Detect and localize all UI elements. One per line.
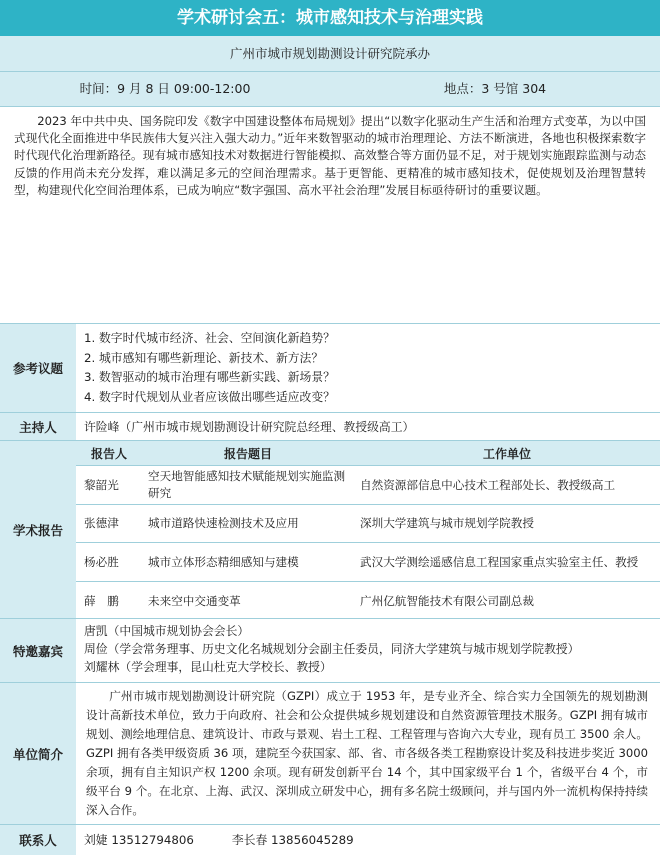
reports-row (0, 441, 660, 619)
unit-row (0, 683, 660, 825)
host-row (0, 413, 660, 441)
topic-item: 3. 数智驱动的城市治理有哪些新实践、新场景？ (84, 370, 335, 384)
time-venue-bar (0, 72, 660, 107)
table-header-row (76, 441, 660, 466)
topic-item: 4. 数字时代规划从业者应该做出哪些适应改变？ (84, 389, 335, 404)
speaker-name: 薛 鹏 (76, 582, 142, 621)
report-topic: 城市道路快速检测技术及应用 (142, 505, 354, 543)
topics-label: 参考议题 (0, 324, 76, 412)
guest-item: 周俭（学会常务理事、历史文化名城规划分会副主任委员，同济大学建筑与城市规划学院教授） (84, 642, 580, 656)
speaker-name: 张德津 (76, 505, 142, 543)
header-speaker: 报告人 (76, 441, 142, 466)
guests-list (76, 619, 660, 682)
host-label: 主持人 (0, 413, 76, 440)
header-topic: 报告题目 (142, 441, 354, 466)
speaker-unit: 武汉大学测绘遥感信息工程国家重点实验室主任、教授 (354, 543, 660, 582)
page-title: 学术研讨会五：城市感知技术与治理实践 (0, 0, 660, 36)
table-row (76, 466, 660, 505)
reports-table-wrap (76, 441, 660, 618)
intro-paragraph: 2023 年中共中央、国务院印发《数字中国建设整体布局规划》提出“以数字化驱动生产生活和治理方式变革，为以中国式现代化全面推进中华民族伟大复兴注入强大动力。”近年来数智驱动的城市治理理论、方法不断演进，各地也积极探索数字时代现代化治理新路径。现有城市感知技术对数据进行智能模拟、高效整合等方面仍显不足，对于规划实施跟踪监测与动态反馈的作用尚未充分发挥，难以满足多元的空间治理需求。基于更智能、更精准的城市感知技术，促使规划及治理智慧转型，构建现代化空间治理体系，已成为响应“数字强国、高水平社会治理”发展目标亟待研讨的重要议题。 (0, 107, 660, 324)
speaker-name: 杨必胜 (76, 543, 142, 582)
venue-text: 地点：3 号馆 304 (443, 81, 547, 96)
time-text: 时间：9 月 8 日 09:00-12:00 (79, 81, 251, 96)
topics-row (0, 324, 660, 413)
unit-label: 单位简介 (0, 683, 76, 824)
topic-item: 1. 数字时代城市经济、社会、空间演化新趋势？ (84, 331, 335, 345)
report-topic: 空天地智能感知技术赋能规划实施监测研究 (142, 466, 354, 505)
speaker-unit: 广州亿航智能技术有限公司副总裁 (354, 582, 660, 621)
unit-text: 广州市城市规划勘测设计研究院（GZPI）成立于 1953 年，是专业齐全、综合实力全国领先的规划勘测设计高新技术单位，致力于向政府、社会和公众提供城乡规划建设和自然资源管理技术服务。GZPI 拥有城市规划、测绘地理信息、建筑设计、市政与景观、岩土工程、工程管理与咨询六大专业，现有员工 3500 余人。GZPI 拥有各类甲级资质 36 项，建院至今获国家、部、省、市各级各类工程勘察设计奖及科技进步奖近 3000 余项，拥有自主知识产权 1200 余项。现有研发创新平台 14 个，其中国家级平台 1 个，省级平台 4 个，市级平台 9 个。在北京、上海、武汉、深圳成立研发中心，拥有多名院士级顾问，并与国内外一流机构保持持续深入合作。 (86, 689, 648, 817)
contact-item: 刘婕 13512794806 (84, 833, 194, 847)
contact-label: 联系人 (0, 825, 76, 855)
guest-item: 唐凯（中国城市规划协会会长） (84, 624, 250, 638)
contact-row (0, 825, 660, 855)
organizer-line: 广州市城市规划勘测设计研究院承办 (0, 36, 660, 72)
contact-list (76, 825, 660, 855)
table-row (76, 505, 660, 543)
speaker-unit: 自然资源部信息中心技术工程部处长、教授级高工 (354, 466, 660, 505)
guests-row (0, 619, 660, 683)
header-unit: 工作单位 (354, 441, 660, 466)
topics-list (76, 324, 660, 412)
table-row (76, 582, 660, 621)
speaker-unit: 深圳大学建筑与城市规划学院教授 (354, 505, 660, 543)
guests-label: 特邀嘉宾 (0, 619, 76, 682)
guest-item: 刘耀林（学会理事，昆山杜克大学校长、教授） (84, 660, 332, 674)
reports-table (76, 441, 660, 620)
report-topic: 未来空中交通变革 (142, 582, 354, 621)
report-topic: 城市立体形态精细感知与建模 (142, 543, 354, 582)
table-row (76, 543, 660, 582)
reports-label: 学术报告 (0, 441, 76, 618)
contact-item: 李长春 13856045289 (231, 833, 354, 847)
host-text: 许险峰（广州市城市规划勘测设计研究院总经理、教授级高工） (84, 420, 415, 434)
speaker-name: 黎韶光 (76, 466, 142, 505)
topic-item: 2. 城市感知有哪些新理论、新技术、新方法？ (84, 350, 324, 365)
